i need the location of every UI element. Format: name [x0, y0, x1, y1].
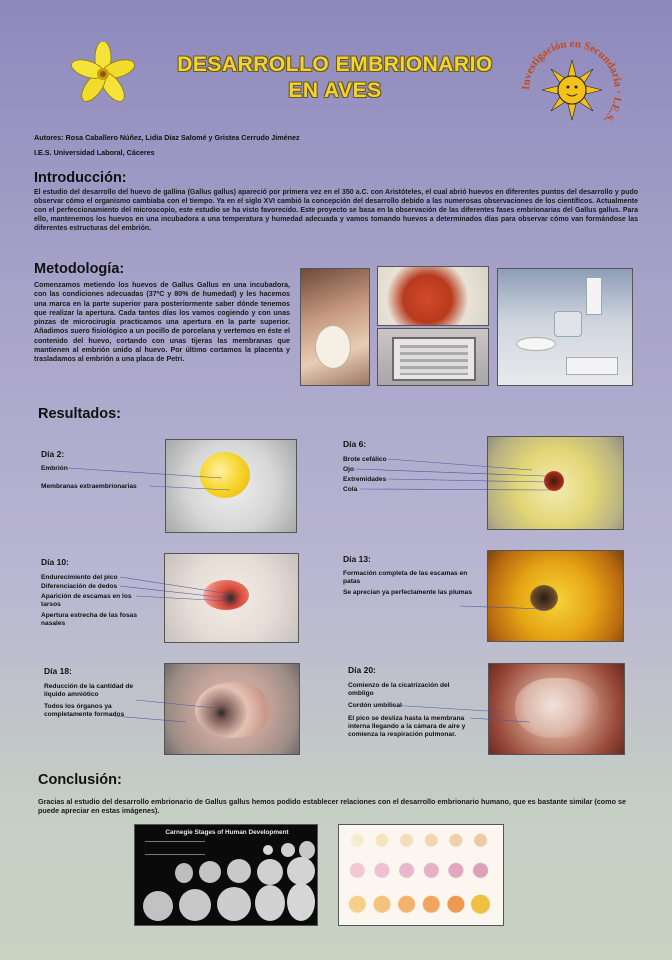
intro-heading: Introducción:	[34, 170, 127, 186]
day13-embryo-shape	[530, 585, 558, 611]
authors-line: Autores: Rosa Caballero Núñez, Lidia Díaz Salomé y Gristea Cerrudo Jiménez	[34, 133, 300, 142]
flower-logo-icon	[64, 42, 142, 106]
bottle-shape	[586, 277, 602, 315]
egg-shape	[315, 325, 351, 369]
embryo-mid-5	[287, 857, 315, 885]
embryo-mid-3	[227, 859, 251, 883]
method-heading: Metodología:	[34, 261, 125, 277]
day10-label-toes: Diferenciación de dedos	[41, 583, 118, 590]
day2-photo	[165, 439, 297, 533]
day6-label-limbs: Extremidades	[343, 476, 387, 483]
day6-photo	[487, 436, 624, 530]
day6-embryo-shape	[544, 471, 564, 491]
embryo-small-1	[263, 845, 273, 855]
day10-label-nostrils: Apertura estrecha de las fosas nasales	[41, 612, 138, 627]
incubator-racks	[400, 345, 468, 375]
embryo-large-5	[287, 883, 315, 921]
chick-stage-eggs	[345, 829, 499, 923]
day18-embryo-shape	[195, 682, 271, 738]
title-line-1: DESARROLLO EMBRIONARIO	[177, 53, 493, 76]
method-photo-opened-egg	[377, 266, 489, 326]
embryo-mid-1	[175, 863, 193, 883]
day20-embryo-shape	[515, 678, 599, 738]
conclusion-heading: Conclusión:	[38, 772, 122, 788]
yolk-shape	[200, 452, 250, 498]
seal-text: Investigación en Secundaria · I.E.S.	[519, 37, 625, 126]
conclusion-text: Gracias al estudio del desarrollo embrionario de Gallus gallus hemos podido establecer relaciones con el desarrollo embrionario humano, que es bastante similar (como se puede apreciar en estas imágenes).	[38, 797, 626, 815]
day2-label-embryo: Embrión	[41, 465, 68, 472]
day18-title: Día 18:	[44, 666, 72, 676]
institution-line: I.E.S. Universidad Laboral, Cáceres	[34, 148, 155, 157]
day13-photo	[487, 550, 624, 642]
day20-label-cord: Cordón umbilical	[348, 702, 402, 709]
day6-label-eye: Ojo	[343, 466, 354, 473]
carnegie-stages-image	[134, 824, 318, 926]
carnegie-legend-box	[145, 841, 205, 855]
carnegie-title: Carnegie Stages of Human Development	[165, 829, 289, 836]
dish-shape	[516, 337, 556, 351]
embryo-large-4	[255, 885, 285, 921]
day10-photo	[164, 553, 299, 643]
day6-label-head: Brote cefálico	[343, 456, 387, 463]
beaker-shape	[554, 311, 582, 337]
results-heading: Resultados:	[38, 406, 121, 422]
embryo-small-2	[281, 843, 295, 857]
school-seal-icon	[518, 36, 626, 144]
chick-stages-grid-image	[338, 824, 504, 926]
day6-label-tail: Cola	[343, 486, 358, 493]
day10-label-beak: Endurecimiento del pico	[41, 574, 118, 581]
embryo-large-2	[179, 889, 211, 921]
day2-label-membranes: Membranas extraembrionarias	[41, 483, 137, 490]
day6-title: Día 6:	[343, 439, 367, 449]
day20-label-navel: Comienzo de la cicatrización del ombligo	[348, 682, 450, 697]
embryo-mid-2	[199, 861, 221, 883]
day13-label-feathers: Se aprecian ya perfectamente las plumas	[343, 589, 473, 596]
day10-label-scales: Aparición de escamas en los tarsos	[41, 593, 132, 608]
embryo-large-3	[217, 887, 251, 921]
title-line-2: EN AVES	[288, 79, 382, 102]
embryo-mid-4	[257, 859, 283, 885]
day18-photo	[164, 663, 300, 755]
day13-title: Día 13:	[343, 554, 371, 564]
day20-photo	[488, 663, 625, 755]
day13-label-scales: Formación completa de las escamas en patas	[343, 570, 468, 585]
gauze-shape	[566, 357, 618, 375]
day18-label-amniotic: Reducción de la cantidad de líquido amniótico	[44, 683, 134, 698]
day18-label-organs: Todos los órganos ya completamente formados	[44, 703, 125, 718]
intro-text: El estudio del desarrollo del huevo de gallina (Gallus gallus) apareció por primera vez en el 350 a.C. con Aristóteles, el cual abrió huevos en diferentes puntos del desarrollo y pudo observar cómo el organismo cambiaba con el tiempo. Ya en el siglo XVI cambió la concepción del desarrollo debido a las numerosas observaciones de los científicos. Actualmente con el perfeccionamiento del microscopio, este estudio se ha visto favorecido. Este proyecto se basa en la observación de las diferentes fases embrionarias del Gallus gallus. Para ello, mantenemos los huevos en una incubadora a una temperatura y humedad adecuada y vamos tomando huevos a determinados días para observar cómo van formándose las diferentes estructuras del embrión.	[34, 189, 638, 232]
day10-title: Día 10:	[41, 557, 69, 567]
embryo-large-1	[143, 891, 173, 921]
method-text: Comenzamos metiendo los huevos de Gallus Gallus en una incubadora, con las condiciones adecuadas (37ºC y 80% de humedad) y les hacemos una marca en la parte superior para posteriormente saber dónde tenemos que realizar la apertura. Cada tantos días los vamos cogiendo y con unas pinzas de microcirugía practicamos una apertura en la parte superior. Añadimos suero fisiológico a un pocillo de porcelana y vertemos en éste el contenido del huevo, cortando con unas tijeras las membranas que mantienen al embrión unido al huevo. Por último cortamos la placenta y trasladamos al embrión a una placa de Petri.	[34, 281, 290, 364]
day2-title: Día 2:	[41, 449, 65, 459]
method-photo-lab-instruments	[497, 268, 633, 386]
day20-title: Día 20:	[348, 665, 376, 675]
method-photo-egg-hand	[300, 268, 370, 386]
poster-title	[150, 52, 520, 104]
day20-label-beak: El pico se desliza hasta la membrana interna llegando a la cámara de aire y comienza la respiración pulmonar.	[348, 715, 466, 738]
method-photo-incubator	[377, 328, 489, 386]
day10-embryo-shape	[203, 580, 249, 610]
